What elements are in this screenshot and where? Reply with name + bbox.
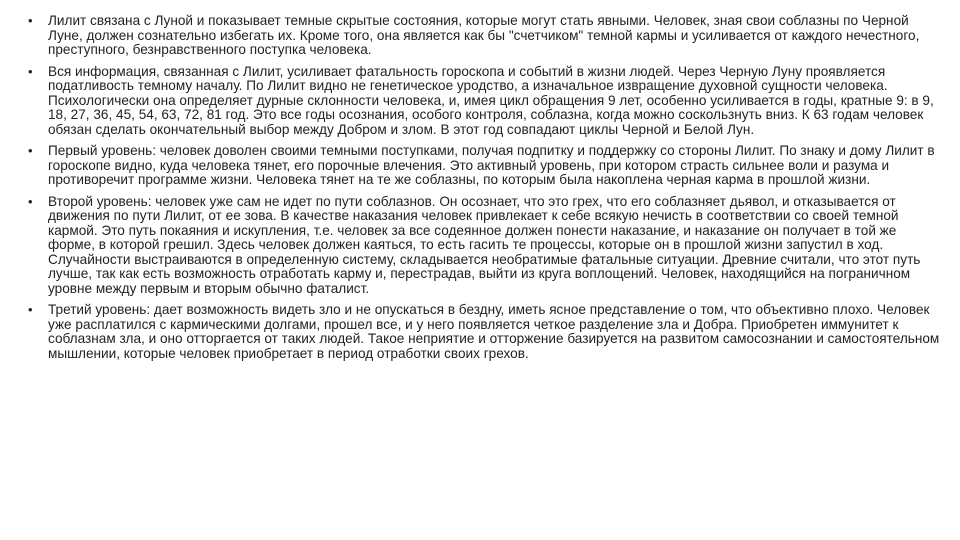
paragraph-text: Третий уровень: дает возможность видеть зло и не опускаться в бездну, иметь ясное представление о том, что объективно плохо. Человек уже расплатился с кармическими долгами, прошел все, и у него появляется четкое разделение зла и Добра. Приобретен иммунитет к соблазнам зла, и оно отторгается от таких людей. Такое неприятие и отторжение базируется на развитом самосознании и самостоятельном мышлении, которые человек приобретает в период отработки своих грехов. xyxy=(48,302,940,361)
bullet-icon: • xyxy=(28,143,33,158)
bullet-item-fatality xyxy=(28,65,944,138)
bullet-item-third-level xyxy=(28,303,944,361)
bullet-icon: • xyxy=(28,193,33,209)
paragraph-text: Второй уровень: человек уже сам не идет по пути соблазнов. Он осознает, что это грех, что его соблазняет дьявол, и отказывается от движения по пути Лилит, от ее зова. В качестве наказания человек привлекает к себе всякую нечисть в соответствии со своей темной кармой. Это путь покаяния и искупления, т.е. человек за все содеянное должен понести наказание, и наказание он получает в той же форме, в которой грешил. Здесь человек должен каяться, то есть гасить те процессы, которые он в прошлой жизни запустил в ход. Случайности выстраиваются в определенную систему, складывается необратимые фатальные ситуации. Древние считали, что этот путь лучше, так как есть возможность отработать карму и, перестрадав, выйти из круга воплощений. Человек, находящийся на пограничном уровне между первым и вторым обычно фаталист. xyxy=(48,193,921,296)
bullet-icon: • xyxy=(28,63,33,79)
slide-body xyxy=(28,14,944,534)
paragraph-text: Вся информация, связанная с Лилит, усиливает фатальность гороскопа и событий в жизни людей. Через Черную Луну проявляется податливость темному началу. По Лилит видно не генетическое уродство, а изначальное извращение духовной сущности человека. Психологически она определяет дурные склонности человека, и, имея цикл обращения 9 лет, особенно усиливается в годы, кратные 9: в 9, 18, 27, 36, 45, 54, 63, 72, 81 год. Это все годы осознания, особого контроля, соблазна, когда можно соскользнуть вниз. К 63 годам человек обязан сделать окончательный выбор между Добром и злом. В этот год совпадают циклы Черной и Белой Лун. xyxy=(48,63,934,137)
paragraph-text: Первый уровень: человек доволен своими темными поступками, получая подпитку и поддержку со стороны Лилит. По знаку и дому Лилит в гороскопе видно, куда человека тянет, его порочные влечения. Это активный уровень, при котором страсть сильнее воли и разума и противоречит программе жизни. Человека тянет на те же соблазны, по которым была накоплена черная карма в прошлой жизни. xyxy=(48,143,935,187)
paragraph-text: Лилит связана с Луной и показывает темные скрытые состояния, которые могут стать явными. Человек, зная свои соблазны по Черной Луне, должен сознательно избегать их. Кроме того, она является как бы "счетчиком" темной кармы и усиливается от каждого нечестного, преступного, безнравственного поступка человека. xyxy=(48,13,920,57)
bullet-item-second-level xyxy=(28,195,944,297)
bullet-item-lilith-moon xyxy=(28,14,944,58)
bullet-icon: • xyxy=(28,13,33,28)
bullet-icon: • xyxy=(28,302,33,317)
bullet-item-first-level xyxy=(28,144,944,188)
bullet-list xyxy=(28,14,944,361)
